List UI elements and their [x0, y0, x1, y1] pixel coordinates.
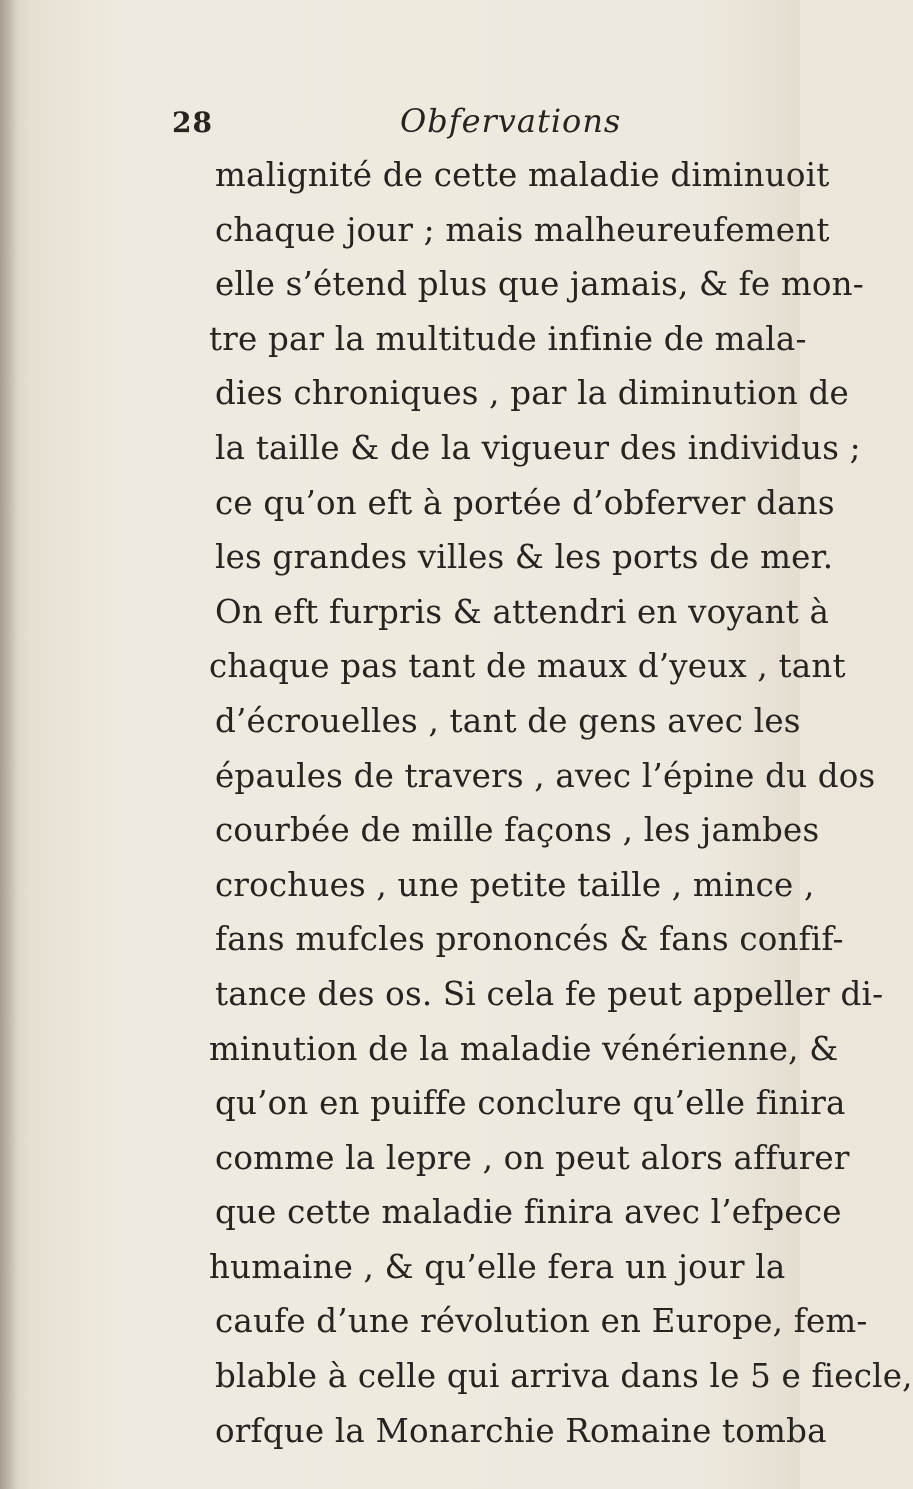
running-head: Obfervations — [400, 102, 622, 140]
text-line: minution de la maladie vénérienne, & — [209, 1029, 839, 1068]
text-line: malignité de cette maladie diminuoit — [215, 156, 830, 194]
text-line: courbée de mille façons , les jambes — [215, 811, 820, 850]
text-line: épaules de travers , avec l’épine du dos — [215, 756, 876, 795]
text-line: On eft furpris & attendri en voyant à — [215, 592, 830, 631]
text-line: d’écrouelles , tant de gens avec les — [215, 701, 801, 740]
text-line: chaque jour ; mais malheureufement — [215, 210, 830, 249]
body-text — [209, 148, 913, 1458]
text-line: tre par la multitude infinie de mala- — [209, 319, 807, 358]
text-line: la taille & de la vigueur des individus ; — [215, 428, 861, 467]
text-line: crochues , une petite taille , mince , — [215, 865, 815, 904]
gutter-shadow — [0, 0, 18, 1489]
text-line: que cette maladie finira avec l’efpece — [215, 1193, 842, 1232]
text-line: qu’on en puiffe conclure qu’elle finira — [215, 1084, 846, 1123]
text-line: ce qu’on eft à portée d’obferver dans — [215, 483, 835, 522]
text-line: tance des os. Si cela fe peut appeller di- — [215, 974, 884, 1013]
text-line: blable à celle qui arriva dans le 5 e fiecle, — [215, 1357, 913, 1396]
text-line: chaque pas tant de maux d’yeux , tant — [209, 647, 846, 686]
text-line: dies chroniques , par la diminution de — [215, 374, 849, 413]
text-line: fans mufcles prononcés & fans confif- — [215, 920, 844, 959]
text-line: humaine , & qu’elle fera un jour la — [209, 1247, 786, 1286]
text-line: elle s’étend plus que jamais, & fe mon- — [215, 265, 864, 304]
text-line: caufe d’une révolution en Europe, fem- — [215, 1302, 868, 1341]
page-number: 28 — [172, 106, 213, 139]
text-line: les grandes villes & les ports de mer. — [215, 538, 834, 577]
page-header — [150, 100, 710, 150]
text-line: orfque la Monarchie Romaine tomba — [215, 1411, 827, 1450]
text-line: comme la lepre , on peut alors affurer — [215, 1138, 850, 1177]
